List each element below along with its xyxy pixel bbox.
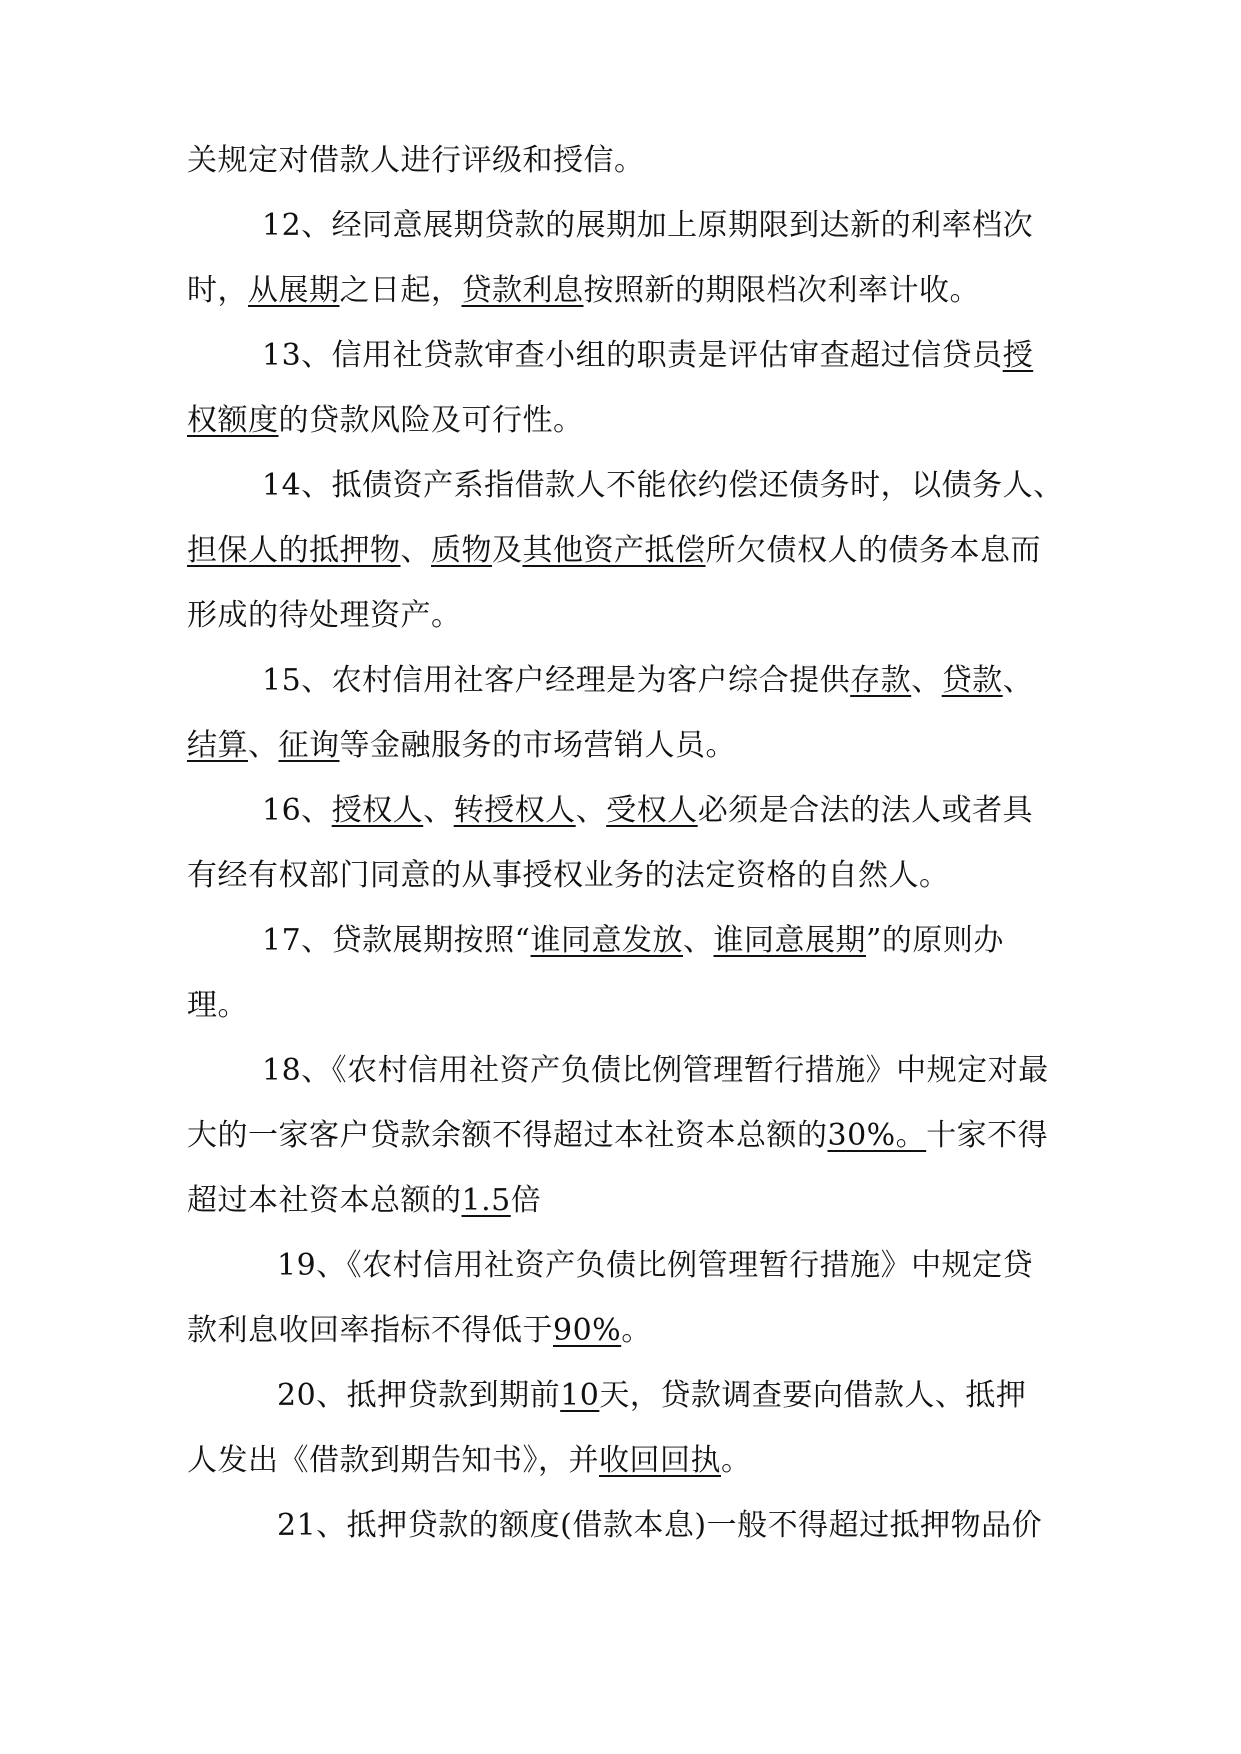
- text-segment: 19、《农村信用社资产负债比例管理暂行措施》中规定贷: [277, 1248, 1034, 1283]
- text-line: [262, 203, 1132, 249]
- text-line: [262, 658, 1132, 704]
- underlined-term: 授: [1002, 338, 1034, 373]
- text-segment: 的贷款风险及可行性。: [278, 403, 584, 438]
- text-line: [187, 1438, 1057, 1484]
- underlined-term: 结算: [187, 728, 248, 763]
- text-segment: 形成的待处理资产。: [187, 598, 462, 633]
- underlined-term: 30%。: [827, 1118, 927, 1153]
- underlined-term: 贷款: [941, 663, 1003, 698]
- underlined-term: 收回回执: [599, 1443, 721, 1478]
- underlined-term: 授权人: [331, 793, 424, 828]
- text-line: [187, 528, 1057, 574]
- text-line: [262, 918, 1132, 964]
- text-line: [187, 1113, 1057, 1159]
- underlined-term: 90%: [553, 1313, 622, 1348]
- underlined-term: 担保人的抵押物: [187, 533, 401, 568]
- text-segment: 理。: [187, 988, 248, 1023]
- underlined-term: 1.5: [461, 1183, 511, 1218]
- text-segment: 16、: [262, 793, 332, 828]
- text-segment: 等金融服务的市场营销人员。: [339, 728, 736, 763]
- text-segment: 、: [400, 533, 431, 568]
- text-segment: 17、贷款展期按照“: [262, 923, 531, 958]
- text-segment: 20、抵押贷款到期前: [277, 1378, 561, 1413]
- text-line: [262, 463, 1132, 509]
- text-segment: 13、信用社贷款审查小组的职责是评估审查超过信贷员: [262, 338, 1003, 373]
- text-segment: 有经有权部门同意的从事授权业务的法定资格的自然人。: [187, 858, 950, 893]
- text-segment: 15、农村信用社客户经理是为客户综合提供: [262, 663, 851, 698]
- underlined-term: 谁同意发放: [530, 923, 684, 958]
- text-segment: 大的一家客户贷款余额不得超过本社资本总额的: [187, 1118, 828, 1153]
- text-segment: 之日起，: [339, 273, 462, 308]
- text-line: [187, 1308, 1057, 1354]
- underlined-term: 受权人: [606, 793, 698, 828]
- text-line: [187, 723, 1057, 769]
- text-segment: 天，贷款调查要向借款人、抵押: [599, 1378, 1027, 1413]
- text-segment: 必须是合法的法人或者具: [697, 793, 1034, 828]
- text-segment: 超过本社资本总额的: [187, 1183, 462, 1218]
- text-segment: 14、抵债资产系指借款人不能依约偿还债务时，以债务人、: [262, 468, 1064, 503]
- text-segment: 18、《农村信用社资产负债比例管理暂行措施》中规定对最: [262, 1053, 1049, 1088]
- text-line: [277, 1373, 1147, 1419]
- underlined-term: 存款: [850, 663, 912, 698]
- underlined-term: 其他资产抵偿: [522, 533, 706, 568]
- text-segment: 12、经同意展期贷款的展期加上原期限到达新的利率档次: [262, 208, 1034, 243]
- underlined-term: 谁同意展期: [713, 923, 867, 958]
- text-line: [187, 138, 1057, 184]
- text-line: [187, 1178, 1057, 1224]
- text-segment: 、: [911, 663, 942, 698]
- text-segment: 。: [621, 1313, 652, 1348]
- underlined-term: 10: [560, 1378, 600, 1413]
- underlined-term: 转授权人: [453, 793, 576, 828]
- text-segment: 、: [1002, 663, 1034, 698]
- text-line: [187, 398, 1057, 444]
- underlined-term: 贷款利息: [461, 273, 584, 308]
- text-segment: 按照新的期限档次利率计收。: [583, 273, 980, 308]
- text-segment: 21、抵押贷款的额度(借款本息)一般不得超过抵押物品价: [277, 1508, 1043, 1543]
- text-line: [187, 593, 1057, 639]
- text-segment: 、: [683, 923, 714, 958]
- text-segment: 。: [721, 1443, 752, 1478]
- text-segment: 及: [492, 533, 523, 568]
- text-segment: 十家不得: [926, 1118, 1049, 1153]
- text-segment: 所欠债权人的债务本息而: [705, 533, 1041, 568]
- text-line: [187, 268, 1057, 314]
- text-segment: 人发出《借款到期告知书》，并: [187, 1443, 599, 1478]
- text-line: [262, 333, 1132, 379]
- text-line: [262, 788, 1132, 834]
- text-segment: 款利息收回率指标不得低于: [187, 1313, 553, 1348]
- text-segment: 、: [423, 793, 454, 828]
- underlined-term: 权额度: [187, 403, 279, 438]
- text-line: [277, 1243, 1147, 1289]
- underlined-term: 从展期: [248, 273, 340, 308]
- text-line: [277, 1503, 1147, 1549]
- underlined-term: 征询: [278, 728, 340, 763]
- text-segment: 时，: [187, 273, 248, 308]
- text-line: [187, 853, 1057, 899]
- text-segment: 倍: [510, 1183, 542, 1218]
- text-segment: 关规定对借款人进行评级和授信。: [187, 143, 645, 178]
- text-segment: 、: [248, 728, 279, 763]
- text-line: [262, 1048, 1132, 1094]
- text-line: [187, 983, 1057, 1029]
- text-segment: ”的原则办: [866, 923, 1004, 958]
- underlined-term: 质物: [431, 533, 492, 568]
- text-segment: 、: [575, 793, 607, 828]
